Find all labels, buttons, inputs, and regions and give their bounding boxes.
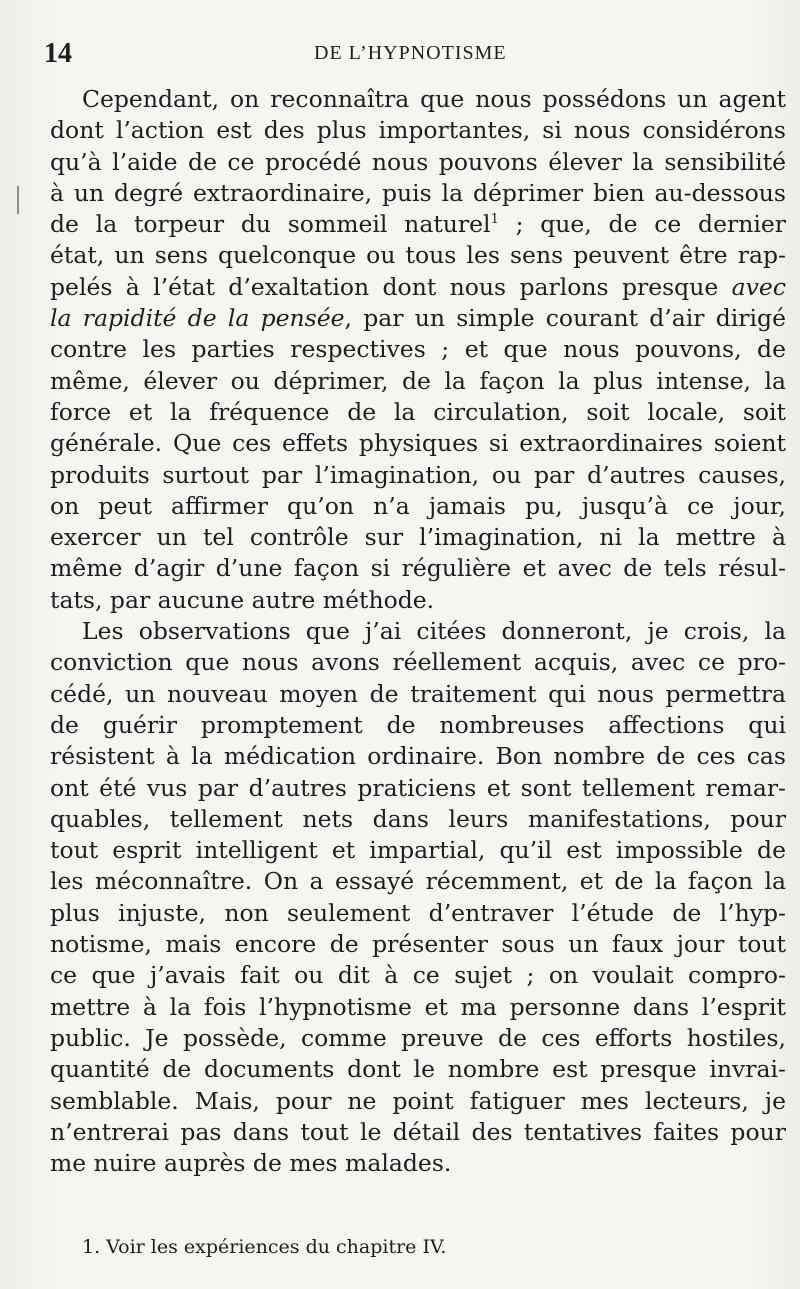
text-segment: ; que, de ce dernier bbox=[498, 210, 786, 239]
text-line: mettre à la fois l’hypnotisme et ma personne dans l’esprit bbox=[50, 992, 786, 1021]
emphasis: avec bbox=[731, 272, 786, 301]
paragraph-1 bbox=[50, 84, 786, 616]
text-line: même, élever ou déprimer, de la façon la plus intense, la bbox=[50, 366, 786, 395]
margin-mark bbox=[17, 186, 19, 214]
text-line: à un degré extraordinaire, puis la déprimer bien au-dessous bbox=[50, 178, 786, 207]
footnote: 1. Voir les expériences du chapitre IV. bbox=[82, 1236, 447, 1258]
text-line: quantité de documents dont le nombre est presque invrai- bbox=[50, 1055, 786, 1084]
text-line: même d’agir d’une façon si régulière et avec de tels résul- bbox=[50, 554, 786, 583]
text-line: conviction que nous avons réellement acquis, avec ce pro- bbox=[50, 648, 786, 677]
footnote-ref: 1 bbox=[490, 212, 499, 228]
text-line: ont été vus par d’autres praticiens et sont tellement remar- bbox=[50, 773, 786, 802]
text-line: Les observations que j’ai citées donneront, je crois, la bbox=[82, 617, 786, 646]
text-segment: , par un simple courant d’air dirigé bbox=[344, 304, 786, 333]
text-line: produits surtout par l’imagination, ou par d’autres causes, bbox=[50, 460, 786, 489]
page-body bbox=[50, 84, 786, 1179]
text-line: quables, tellement nets dans leurs manifestations, pour bbox=[50, 804, 786, 833]
text-line: cédé, un nouveau moyen de traitement qui nous permettra bbox=[50, 679, 786, 708]
text-line: force et la fréquence de la circulation, soit locale, soit bbox=[50, 397, 786, 426]
text-line: état, un sens quelconque ou tous les sens peuvent être rap- bbox=[50, 241, 786, 270]
emphasis: la rapidité de la pensée bbox=[50, 304, 345, 333]
text-line: résistent à la médication ordinaire. Bon nombre de ces cas bbox=[50, 742, 786, 771]
running-title: DE L’HYPNOTISME bbox=[314, 42, 507, 64]
text-line: Cependant, on reconnaîtra que nous possédons un agent bbox=[82, 85, 786, 113]
text-segment: de la torpeur du sommeil naturel bbox=[50, 210, 491, 239]
text-line: exercer un tel contrôle sur l’imagination, ni la mettre à bbox=[50, 523, 786, 552]
text-line: plus injuste, non seulement d’entraver l’étude de l’hyp- bbox=[50, 898, 786, 927]
text-line-with-emphasis bbox=[50, 272, 786, 303]
text-line: dont l’action est des plus importantes, si nous considérons bbox=[50, 116, 786, 145]
text-line: public. Je possède, comme preuve de ces efforts hostiles, bbox=[50, 1023, 786, 1052]
text-line: de guérir promptement de nombreuses affections qui bbox=[50, 710, 786, 739]
text-line: tout esprit intelligent et impartial, qu’il est impossible de bbox=[50, 836, 786, 865]
page-number: 14 bbox=[44, 38, 72, 69]
text-line: on peut affirmer qu’on n’a jamais pu, jusqu’à ce jour, bbox=[50, 491, 786, 520]
text-line: tats, par aucune autre méthode. bbox=[50, 585, 435, 614]
text-line: les méconnaître. On a essayé récemment, et de la façon la bbox=[50, 867, 786, 896]
text-line-with-footnote bbox=[50, 209, 786, 240]
text-line: générale. Que ces effets physiques si extraordinaires soient bbox=[50, 429, 786, 458]
text-line: n’entrerai pas dans tout le détail des tentatives faites pour bbox=[50, 1117, 786, 1146]
text-line-with-emphasis bbox=[50, 303, 786, 334]
text-line: notisme, mais encore de présenter sous un faux jour tout bbox=[50, 930, 786, 959]
paragraph-2 bbox=[50, 616, 786, 1179]
text-line: qu’à l’aide de ce procédé nous pouvons élever la sensibilité bbox=[50, 147, 786, 176]
text-line: me nuire auprès de mes malades. bbox=[50, 1149, 452, 1178]
text-line: contre les parties respectives ; et que nous pouvons, de bbox=[50, 335, 786, 364]
text-line: ce que j’avais fait ou dit à ce sujet ; on voulait compro- bbox=[50, 961, 786, 990]
text-segment: pelés à l’état d’exaltation dont nous parlons presque bbox=[50, 272, 719, 301]
text-line: semblable. Mais, pour ne point fatiguer mes lecteurs, je bbox=[50, 1086, 786, 1115]
running-head bbox=[44, 38, 756, 68]
